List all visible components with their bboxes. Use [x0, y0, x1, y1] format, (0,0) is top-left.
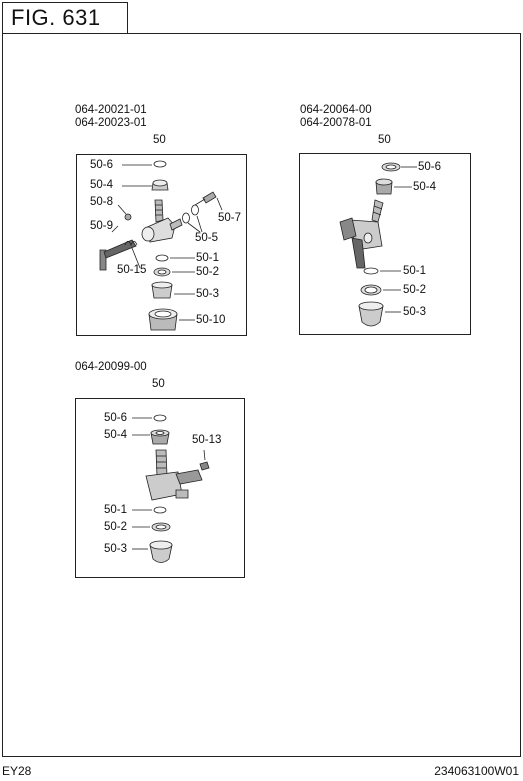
- group2-part-number-2: 064-20078-01: [300, 117, 372, 129]
- group1-assembly-number: 50: [153, 134, 166, 146]
- group1-label-50-8: 50-8: [90, 196, 114, 208]
- group2-label-50-2: 50-2: [403, 284, 427, 296]
- group1-label-50-2: 50-2: [196, 266, 220, 278]
- group3-label-50-6: 50-6: [104, 412, 128, 424]
- group2-label-50-3: 50-3: [403, 306, 427, 318]
- group3-label-50-4: 50-4: [104, 429, 128, 441]
- group1-label-50-15: 50-15: [117, 264, 147, 276]
- footer-model: EY28: [2, 764, 32, 778]
- group1-label-50-7: 50-7: [218, 212, 242, 224]
- group1-label-50-6: 50-6: [90, 159, 114, 171]
- group3-label-50-2: 50-2: [104, 521, 128, 533]
- group1-label-50-3: 50-3: [196, 288, 220, 300]
- group2-label-50-1: 50-1: [403, 265, 427, 277]
- group2-label-50-4: 50-4: [413, 181, 437, 193]
- group1-part-number-2: 064-20023-01: [75, 117, 147, 129]
- group2-part-number-1: 064-20064-00: [300, 104, 372, 116]
- group1-label-50-4: 50-4: [90, 179, 114, 191]
- group1-label-50-9: 50-9: [90, 220, 114, 232]
- group2-assembly-number: 50: [378, 134, 391, 146]
- group1-label-50-1: 50-1: [196, 252, 220, 264]
- group3-assembly-number: 50: [152, 378, 165, 390]
- group2-label-50-6: 50-6: [418, 161, 442, 173]
- figure-title: FIG. 631: [2, 2, 128, 34]
- group1-label-50-10: 50-10: [196, 314, 226, 326]
- group3-label-50-13: 50-13: [192, 434, 222, 446]
- group3-label-50-1: 50-1: [104, 504, 128, 516]
- footer-code: 234063100W01: [434, 764, 519, 778]
- group1-label-50-5: 50-5: [195, 232, 219, 244]
- group1-part-number-1: 064-20021-01: [75, 104, 147, 116]
- group3-part-number-1: 064-20099-00: [75, 361, 147, 373]
- group3-label-50-3: 50-3: [104, 543, 128, 555]
